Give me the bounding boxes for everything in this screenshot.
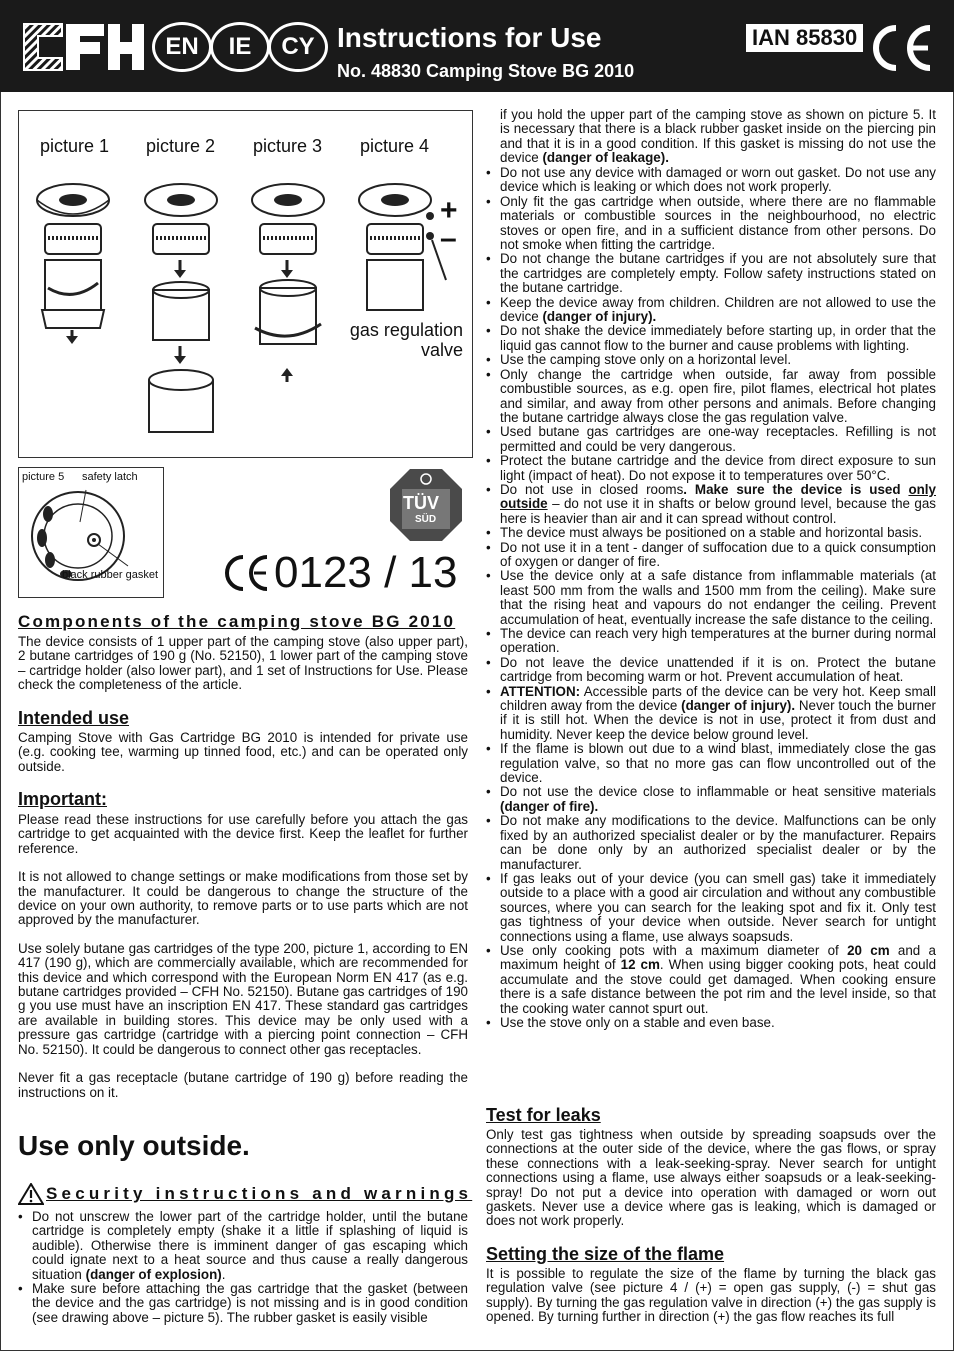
list-item: • Do not use in closed rooms. Make sure the device is used only outside – do not use it in shafts or below ground level, because the gas here is heavier than air and it can spread without control. — [486, 483, 936, 526]
use-only-outside-heading: Use only outside. — [18, 1130, 250, 1161]
list-item: • Use the camping stove only on a horizontal level. — [486, 353, 936, 367]
list-item: • Keep the device away from children. Children are not allowed to use the device (danger of injury). — [486, 296, 936, 325]
ian-badge: IAN 85830 — [746, 24, 863, 52]
test-for-leaks-text: Only test gas tightness when outside by spreading soapsuds over the connections at the outer side of the device, where the gas flows, or spray these connections with a leak-seeking-spray. Never search for untight connections using a flame, use always either soapsuds or a leak-seeking-spray! Do not put a device into operation with damaged or worn out gaskets. Never use a device where gas is leaking, which is damaged or does not work properly. — [486, 1127, 936, 1229]
security-heading: Security instructions and warnings — [46, 1184, 473, 1203]
list-item: • Do not use any device with damaged or worn out gasket. Do not use any device which is leaking or which does not work properly. — [486, 166, 936, 195]
picture-5-label: picture 5 — [22, 471, 65, 483]
important-paragraph: It is not allowed to change settings or make modifications from those set by the manufacturer. It could be dangerous to change the structure of the device on your own authority, to remove parts or to use parts which are not approved by the manufacturer. — [18, 869, 468, 928]
gas-valve-label: gas regulation valve — [349, 320, 463, 360]
list-item: • If the flame is blown out due to a wind blast, immediately close the gas regulation valve, so that no more gas can flow uncontrolled out of the device. — [486, 742, 936, 785]
ce-small-icon — [222, 553, 270, 593]
important-text — [18, 813, 468, 1114]
language-badge-ie: IE — [210, 22, 270, 72]
security-continued-text: if you hold the upper part of the camping stove as shown on picture 5. It is necessary that there is a black rubber gasket inside on the piercing pin and that it is in a good condition. If this gasket is missing do not use the device (danger of leakage). — [500, 107, 936, 166]
intended-use-heading: Intended use — [18, 708, 130, 728]
page-title: Instructions for Use — [337, 22, 602, 53]
certification-number: 0123 / 13 — [274, 548, 458, 597]
list-item: • ATTENTION: Accessible parts of the device can be very hot. Keep small children away from the device (danger of injury). Never touch the burner if it is still hot. When the device is not in use, protect it from dust and humidity. Never keep the device below ground level. — [486, 685, 936, 743]
list-item: • Use the stove only on a stable and even base. — [486, 1016, 936, 1030]
list-item: • Do not shake the device immediately before starting up, in order that the liquid gas cannot flow to the burner and cause problems with lighting. — [486, 324, 936, 353]
picture-3-label: picture 3 — [253, 136, 323, 156]
list-item: • Protect the butane cartridge and the device from direct exposure to sun light (impact of heat). Do not expose it to temperatures over 50°C. — [486, 454, 936, 483]
list-item: • Used butane gas cartridges are one-way receptacles. Refilling is not permitted and could be very dangerous. — [486, 425, 936, 454]
list-item: • Only change the cartridge when outside, far away from possible combustible sources, as e.g. open fire, pilot flames, electrical hot plates and similar, and away from other persons and animals. Before changing the butane cartridge always close the gas regulation valve. — [486, 368, 936, 426]
rubber-gasket-label: black rubber gasket — [62, 569, 158, 581]
security-list — [18, 1210, 468, 1325]
page-subtitle: No. 48830 Camping Stove BG 2010 — [337, 61, 635, 81]
flame-size-heading: Setting the size of the flame — [486, 1244, 725, 1264]
picture-4-label: picture 4 — [360, 136, 430, 156]
security-list-continued — [486, 166, 936, 1030]
header — [0, 0, 954, 92]
list-item: • Do not leave the device unattended if it is on. Protect the butane cartridge from becoming warm or hot. Prevent accumulation of heat. — [486, 656, 936, 685]
list-item: • If gas leaks out of your device (you can smell gas) take it immediately outside to a place with a good air circulation and without any combustible sources, where you can search for the leaking spot and fix it. Only test gas tightness of your device when outside. Never search for untight connections using a flame, use always soapsuds. — [486, 872, 936, 944]
list-item: • Do not make any modifications to the device. Malfunctions can be only fixed by an authorized specialist dealer or by the manufacturer. Repairs can be done only by an authorized specialist dealer or by the manufacturer. — [486, 814, 936, 872]
certification-code — [222, 548, 458, 598]
important-paragraph: Use solely butane gas cartridges of the type 200, picture 1, according to EN 417 (190 g), which are commercially available, which are recommended for this device and which correspond with the European Norm EN 417 (as e.g. butane cartridges provided – CFH No. 52150). Butane gas cartridges of 190 g you use must have an inscription EN 417. These standard gas cartridges are available in building stores. This device may be only used with a pressure gas cartridge (cartridge with a piercing point connection – CFH No. 52150). It could be dangerous to connect other gas receptacles. — [18, 940, 468, 1057]
intended-use-text: Camping Stove with Gas Cartridge BG 2010 is intended for private use (e.g. cooking tee, warming up tinned food, etc.) and can be operated only outside. — [18, 730, 468, 774]
list-item: • Only fit the gas cartridge when outside, where there are no flammable materials or combustible sources in the neighbourhood, no electric stoves or open fire, and in a sufficient distance from other persons. Do not smoke when fitting the cartridge. — [486, 195, 936, 253]
sud-label: SÜD — [415, 514, 437, 525]
list-item: • Do not change the butane cartridges if you are not absolutely sure that the cartridges are completely empty. Follow safety instructions stated on the butane cartridge. — [486, 252, 936, 295]
ce-mark-icon — [868, 22, 934, 74]
test-for-leaks-heading: Test for leaks — [486, 1105, 601, 1125]
important-heading: Important: — [18, 789, 107, 809]
list-item: • Make sure before attaching the gas cartridge that the gasket (between the device and the gas cartridge) is not missing and is in good condition (see drawing above – picture 5). The rubber gasket is easily visible — [18, 1282, 468, 1325]
list-item: • Do not use the device close to inflammable or heat sensitive materials (danger of fire). — [486, 785, 936, 814]
list-item: • Do not unscrew the lower part of the cartridge holder, until the butane cartridge is completely empty (shake it a little if splashing of liquid is audible). Otherwise there is imminent danger of gas escaping which could ignate next to a heat source and thus cause a really dangerous situation (danger of explosion). — [18, 1210, 468, 1282]
picture-2-label: picture 2 — [146, 136, 216, 156]
list-item: • The device can reach very high temperatures at the burner during normal operation. — [486, 627, 936, 656]
stove-picture-1-icon — [28, 178, 118, 358]
flame-size-text: It is possible to regulate the size of the flame by turning the black gas regulation valve (see picture 4 / (+) = open gas supply, (-) = shut gas supply). By turning the gas regulation valve in direction (+) the gas supply is opened. By turning further in direction (+) the gas flow reaches its full — [486, 1266, 936, 1325]
cfh-logo-icon — [22, 20, 148, 74]
list-item: • The device must always be positioned on a stable and horizontal basis. — [486, 526, 936, 540]
important-paragraph: Please read these instructions for use carefully before you attach the gas cartridge to get acquainted with the device first. Keep the leaflet for further reference. — [18, 812, 468, 856]
components-heading: Components of the camping stove BG 2010 — [18, 612, 456, 631]
warning-triangle-icon — [18, 1183, 44, 1205]
components-text: The device consists of 1 upper part of the camping stove (also upper part), 2 butane cartridges of 190 g (No. 52150), 1 lower part of the camping stove – cartridge holder (also lower part), and 1 set of Instructions for Use. Please check the completeness of the article. — [18, 634, 468, 693]
safety-latch-label: safety latch — [82, 471, 138, 483]
tuv-label: TÜV — [403, 493, 439, 513]
minus-sign: – — [440, 222, 457, 255]
security-heading-row — [18, 1183, 472, 1205]
picture-1-label: picture 1 — [40, 136, 110, 156]
list-item: • Do not use it in a tent - danger of suffocation due to a quick consumption of oxygen or danger of fire. — [486, 541, 936, 570]
plus-sign: + — [440, 194, 458, 227]
list-item: • Use only cooking pots with a maximum diameter of 20 cm and a maximum height of 12 cm. When using bigger cooking pots, heat could accumulate and the stove could get damaged. When cooking ensure there is a safe distance between the pot rim and the level inside, so that the cooking water cannot spurt out. — [486, 944, 936, 1016]
important-paragraph: Never fit a gas receptacle (butane cartridge of 190 g) before reading the instructions on it. — [18, 1070, 468, 1100]
language-badge-en: EN — [152, 22, 212, 72]
list-item: • Use the device only at a safe distance from inflammable materials (at least 500 mm from the walls and 1500 mm from the ceiling). Make sure that the rising heat and vapours do not endanger the ceiling. Prevent accumulation of heat, eventually increase the safe distance to the ceiling. — [486, 569, 936, 627]
language-badge-cy: CY — [268, 22, 328, 72]
stove-picture-2-icon — [136, 178, 226, 448]
